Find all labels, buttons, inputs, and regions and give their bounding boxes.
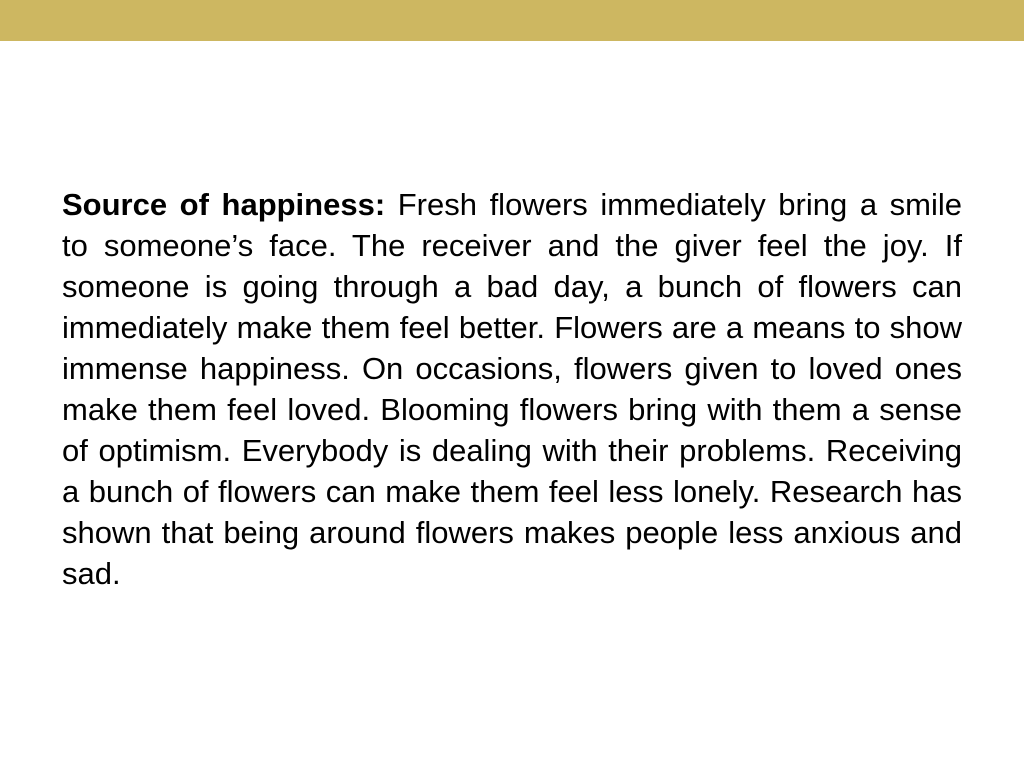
body-paragraph bbox=[62, 184, 962, 594]
paragraph-body-text: Fresh flowers immediately bring a smile to someone’s face. The receiver and the giver feel the joy. If someone is going through a bad day, a bunch of flowers can immediately make them feel better. Flowers are a means to show immense happiness. On occasions, flowers given to loved ones make them feel loved. Blooming flowers bring with them a sense of optimism. Everybody is dealing with their problems. Receiving a bunch of flowers can make them feel less lonely. Research has shown that being around flowers makes people less anxious and sad. bbox=[62, 187, 962, 591]
paragraph-lead-heading: Source of happiness: bbox=[62, 187, 386, 222]
top-accent-band bbox=[0, 0, 1024, 41]
